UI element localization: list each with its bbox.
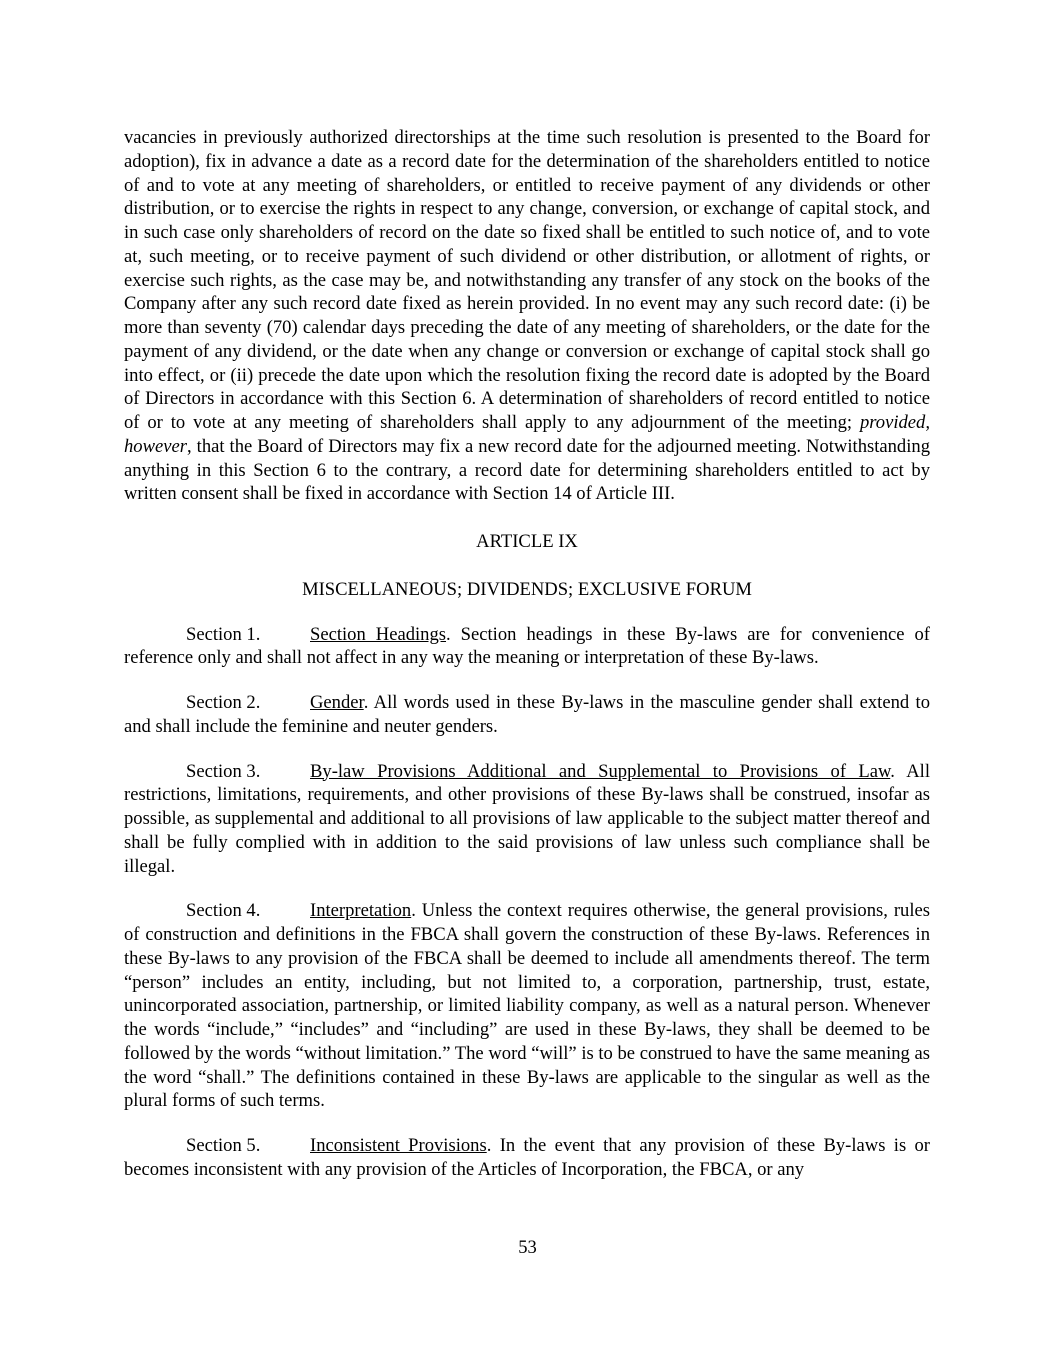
section-4-paragraph <box>124 899 930 1113</box>
intro-text-part1: vacancies in previously authorized directorships at the time such resolution is presented to the Board for adoption), fix in advance a date as a record date for the determination of the shareholders entitled to notice of and to vote at any meeting of shareholders, or entitled to receive payment of any dividends or other distribution, or to exercise the rights in respect to any change, conversion, or exchange of capital stock, and in such case only shareholders of record on the date so fixed shall be entitled to such notice of, and to vote at, such meeting, or to receive payment of such dividend or other distribution, or allotment of rights, or exercise such rights, as the case may be, and notwithstanding any transfer of any stock on the books of the Company after any such record date fixed as herein provided. In no event may any such record date: (i) be more than seventy (70) calendar days preceding the date of any meeting of shareholders, or the date for the payment of any dividend, or the date when any change or conversion or exchange of capital stock shall go into effect, or (ii) precede the date upon which the resolution fixing the record date is adopted by the Board of Directors in accordance with this Section 6. A determination of shareholders of record entitled to notice of or to vote at any meeting of shareholders shall apply to any adjournment of the meeting; <box>124 127 930 433</box>
section-3-paragraph <box>124 760 930 879</box>
section-5-text: . In the event that any provision of these By-laws is or becomes inconsistent with any provision of the Articles of Incorporation, the FBCA, or any <box>124 1135 931 1180</box>
section-2-paragraph <box>124 691 930 739</box>
section-5-number: Section 5. <box>186 1135 261 1156</box>
section-4-title: Interpretation <box>310 900 412 922</box>
page-number: 53 <box>518 1237 537 1258</box>
section-2-title: Gender <box>310 692 364 713</box>
section-1-text: . Section headings in these By-laws are for convenience of reference only and shall not affect in any way the meaning or interpretation of these By-laws. <box>124 623 930 669</box>
article-title: MISCELLANEOUS; DIVIDENDS; EXCLUSIVE FORUM <box>302 578 752 600</box>
section-4-text: . Unless the context requires otherwise, the general provisions, rules of construction and definitions in the FBCA shall govern the construction of these By-laws. References in these By-laws to any provision of the FBCA shall be deemed to include all amendments thereof. The term “person” includes an entity, including, but not limited to, a corporation, partnership, trust, estate, unincorporated association, partnership, or limited liability company, as well as a natural person. Whenever the words “include,” “includes” and “including” are used in these By-laws, they shall be deemed to be followed by the words “without limitation.” The word “will” is to be construed to have the same meaning as the word “shall.” The definitions contained in these By-laws are applicable to the singular as well as the plural forms of such terms. <box>124 900 930 1112</box>
section-5-paragraph <box>124 1134 930 1182</box>
document-body <box>124 126 930 1182</box>
section-4-number: Section 4. <box>186 900 261 922</box>
intro-paragraph <box>124 126 930 506</box>
section-1-paragraph <box>124 623 930 671</box>
section-1-number: Section 1. <box>186 623 261 645</box>
section-1-title: Section Headings <box>310 623 447 645</box>
section-2-number: Section 2. <box>186 692 261 713</box>
article-heading: ARTICLE IX <box>476 531 578 552</box>
intro-text-part2: , that the Board of Directors may fix a new record date for the adjourned meeting. Notwithstanding anything in this Section 6 to the contrary, a record date for determining shareholders entitled to act by written consent shall be fixed in accordance with Section 14 of Article III. <box>124 435 930 505</box>
section-5-title: Inconsistent Provisions <box>310 1135 487 1156</box>
section-3-number: Section 3. <box>186 760 261 782</box>
section-3-text: . All restrictions, limitations, requirements, and other provisions of these By-laws shall be construed, insofar as possible, as supplemental and additional to all provisions of law applicable to the subject matter thereof and shall be fully complied with in addition to the said provisions of law unless such compliance shall be illegal. <box>124 760 930 877</box>
intro-italic-proviso: provided, however <box>124 412 930 457</box>
section-3-title: By-law Provisions Additional and Supplemental to Provisions of Law <box>310 760 891 782</box>
section-2-text: . All words used in these By-laws in the masculine gender shall extend to and shall include the feminine and neuter genders. <box>124 692 930 737</box>
